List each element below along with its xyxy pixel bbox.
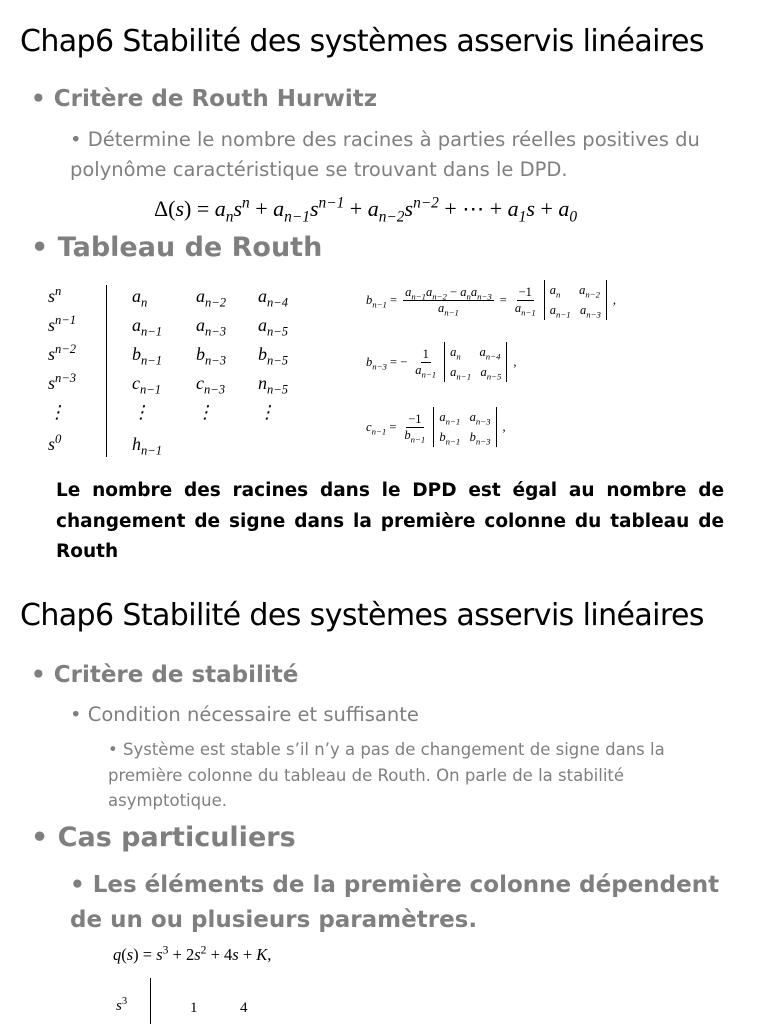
slide2-cases-sub [70,868,742,938]
example-routh-row [116,998,127,1015]
slide1-bullet-table [31,232,322,263]
routh-coef-cell: $b_{n-5}$ [258,344,289,368]
characteristic-polynomial: $\Delta(s) = a_ns^n + a_{n-1}s^{n-1} + a_{n-2}s^{n-2}$ + ⋯ + $a_1s + a_0$ [154,194,578,226]
slide2-sub-sub-bullet [108,737,708,814]
routh-coef-cell: $c_{n-1}$ [132,373,162,397]
bullet-dot: • [31,662,46,688]
bullet-dot: • [31,86,46,112]
formula-c-n-1: $c_{n-1}$ = $\frac{-1}{b_{n-1}}$ $a_{n-1}$ $a_{n-3}$ $b_{n-1}$ $b_{n-3}$ , [366,407,506,447]
routh-coef-cell: $n_{n-5}$ [258,373,289,397]
slide1-bullet-criterion [31,86,377,112]
slide2-sub-bullet [70,703,419,726]
slide2-bullet-criterion [31,662,298,688]
slide1-title: Chap6 Stabilité des systèmes asservis linéaires [20,24,704,59]
routh-coef-cell: ⋮ [258,402,276,422]
routh-table-separator [106,285,107,457]
sub-sub-bullet-text: Système est stable s’il n’y a pas de changement de signe dans la première colonne du tableau de Routh. On parle de la stabilité asymptotique. [108,740,665,810]
bullet-criterion-text: Critère de stabilité [53,662,299,688]
routh-coef-cell: $a_{n-3}$ [196,315,227,339]
bullet-dot: • [70,128,82,151]
cases-sub-text: Les éléments de la première colonne dépendent de un ou plusieurs paramètres. [70,872,720,933]
example-routh-value: 4 [240,1000,248,1016]
power-base: s [116,998,122,1014]
bullet-dot: • [70,872,85,898]
bullet-dot: • [108,740,118,759]
routh-coef-cell: $a_{n-4}$ [258,286,289,310]
formula-b-n-3: $b_{n-3}$ = − $\frac{1}{a_{n-1}}$ $a_n$ $a_{n-4}$ $a_{n-1}$ $a_{n-5}$ , [366,342,516,382]
routh-power-cell: $s^{n-3}$ [48,371,77,393]
example-routh-separator [150,978,151,1024]
routh-power-cell: ⋮ [48,402,66,422]
routh-power-cell: $s^{n-2}$ [48,342,77,364]
routh-coef-cell: $a_{n-1}$ [132,315,163,339]
example-polynomial: $q(s) = s^3 + 2s^2 + 4s + K$, [113,944,272,964]
routh-coef-cell: $h_{n-1}$ [132,434,163,458]
routh-coef-cell: $a_{n-2}$ [196,286,227,310]
routh-coef-cell: ⋮ [196,402,214,422]
bullet-table-text: Tableau de Routh [57,232,323,263]
bullet-cases-text: Cas particuliers [57,822,296,853]
routh-coef-cell: $c_{n-3}$ [196,373,226,397]
slide2-bullet-cases [31,822,296,853]
routh-power-cell: $s^{n-1}$ [48,313,77,335]
sub-bullet-text: Détermine le nombre des racines à parties réelles positives du polynôme caractéristique se trouvant dans le DPD. [70,128,700,181]
bullet-dot: • [70,703,82,726]
sub-bullet-text: Condition nécessaire et suffisante [87,703,419,726]
routh-coef-cell: $b_{n-1}$ [132,344,163,368]
bullet-criterion-text: Critère de Routh Hurwitz [53,86,378,112]
routh-coef-cell: $a_{n-5}$ [258,315,289,339]
bullet-dot: • [31,822,49,853]
routh-coef-cell: $b_{n-3}$ [196,344,227,368]
power-exp: 3 [121,996,128,1007]
routh-coef-cell: $a_n$ [132,286,148,310]
bullet-dot: • [31,232,49,263]
routh-power-cell: $s^n$ [48,284,62,306]
formula-b-n-1: $b_{n-1}$ = $\frac{a_{n-1}a_{n-2} - a_na_{n-3}}{a_{n-1}}$ = $\frac{-1}{a_{n-1}}$ $a_n$ $a_{n-2}$ $a_{n-1}$ $a_{n-3}$ , [366,280,616,320]
slide2-title: Chap6 Stabilité des systèmes asservis linéaires [20,598,704,633]
example-routh-value: 1 [190,1000,198,1016]
routh-coef-cell: ⋮ [132,402,150,422]
slide1-conclusion: Le nombre des racines dans le DPD est égal au nombre de changement de signe dans la première colonne du tableau de Routh [56,480,724,562]
routh-power-cell: $s^0$ [48,432,62,454]
slide1-sub-bullet [70,125,740,185]
